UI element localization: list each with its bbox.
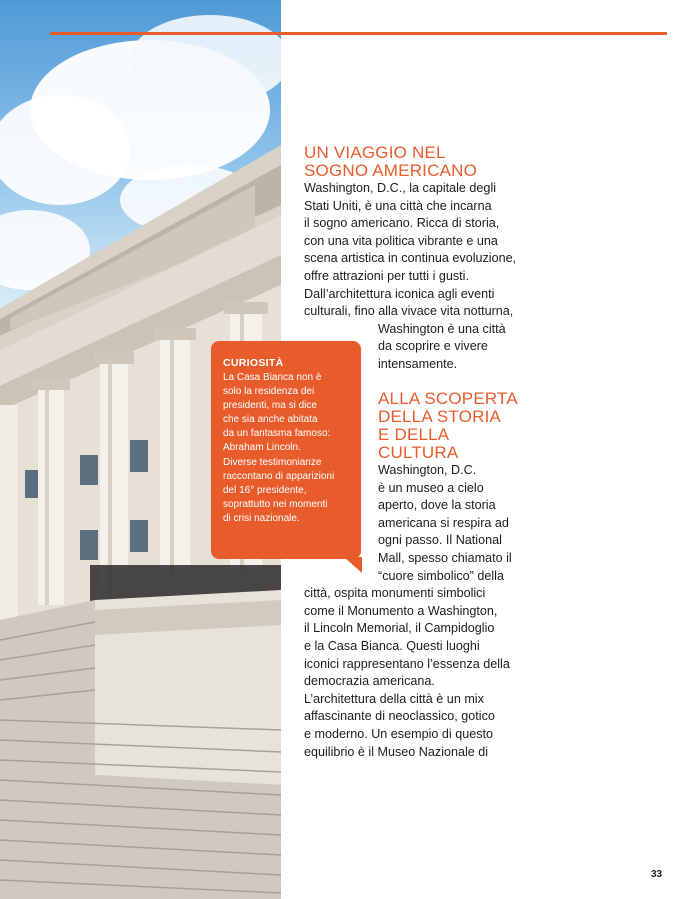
heading-line: E DELLA [378, 425, 450, 444]
text-line: intensamente. [378, 356, 458, 371]
text-line: Mall, spesso chiamato il [378, 550, 512, 565]
text-line: come il Monumento a Washington, [304, 603, 498, 618]
text-line: città, ospita monumenti simbolici [304, 586, 486, 601]
text-line: e la Casa Bianca. Questi luoghi [304, 638, 480, 653]
curiosity-line: da un fantasma famoso: [223, 428, 331, 440]
curiosity-line: che sia anche abitata [223, 414, 318, 426]
curiosity-line: Diverse testimonianze [223, 456, 322, 468]
heading-line: UN VIAGGIO NEL [304, 143, 446, 162]
curiosity-line: Abraham Lincoln. [223, 442, 301, 454]
curiosity-line: presidenti, ma si dice [223, 400, 317, 412]
text-line: iconici rappresentano l’essenza della [304, 656, 510, 671]
text-line: affascinante di neoclassico, gotico [304, 709, 495, 724]
text-line: Washington, D.C., la capitale degli [304, 181, 497, 195]
text-line: “cuore simbolico” della [378, 568, 504, 583]
curiosity-line: raccontano di apparizioni [223, 470, 335, 482]
curiosity-line: solo la residenza dei [223, 386, 315, 398]
curiosity-box [211, 341, 361, 559]
text-line: Stati Uniti, è una città che incarna [304, 198, 492, 213]
heading-alla-scoperta [378, 390, 518, 462]
text-line: equilibrio è il Museo Nazionale di [304, 744, 489, 759]
text-line: americana si respira ad [378, 515, 509, 530]
text-line: culturali, fino alla vivace vita notturna, [304, 304, 514, 319]
heading-line: ALLA SCOPERTA [378, 389, 518, 408]
curiosity-line: di crisi nazionale. [223, 512, 300, 524]
heading-line: DELLA STORIA [378, 407, 502, 426]
text-line: con una vita politica vibrante e una [304, 233, 498, 248]
page-number: 33 [651, 869, 663, 880]
text-line: Washington è una città [378, 321, 506, 336]
text-line: aperto, dove la storia [378, 498, 496, 513]
text-line: offre attrazioni per tutti i gusti. [304, 268, 469, 283]
text-line: scena artistica in continua evoluzione, [304, 251, 517, 266]
curiosity-line: La Casa Bianca non è [223, 372, 322, 383]
curiosity-line: del 16° presidente, [223, 484, 307, 496]
text-line: il Lincoln Memorial, il Campidoglio [304, 621, 495, 636]
text-line: il sogno americano. Ricca di storia, [304, 216, 500, 231]
text-line: e moderno. Un esempio di questo [304, 726, 494, 741]
heading-line: CULTURA [378, 443, 459, 462]
curiosity-line: soprattutto nei momenti [223, 498, 328, 510]
text-line: ogni passo. Il National [378, 533, 502, 548]
curiosity-title: CURIOSITÀ [223, 357, 284, 369]
text-line: da scoprire e vivere [378, 339, 488, 354]
heading-line: SOGNO AMERICANO [304, 161, 478, 180]
text-line: Washington, D.C. [378, 463, 477, 477]
curiosity-text [223, 371, 351, 526]
text-line: è un museo a cielo [378, 480, 484, 495]
text-line: Dall’architettura iconica agli eventi [304, 286, 495, 301]
top-rule [50, 32, 667, 35]
text-line: democrazia americana. [304, 674, 435, 689]
text-line: L’architettura della città è un mix [304, 691, 484, 706]
heading-un-viaggio [304, 144, 477, 180]
